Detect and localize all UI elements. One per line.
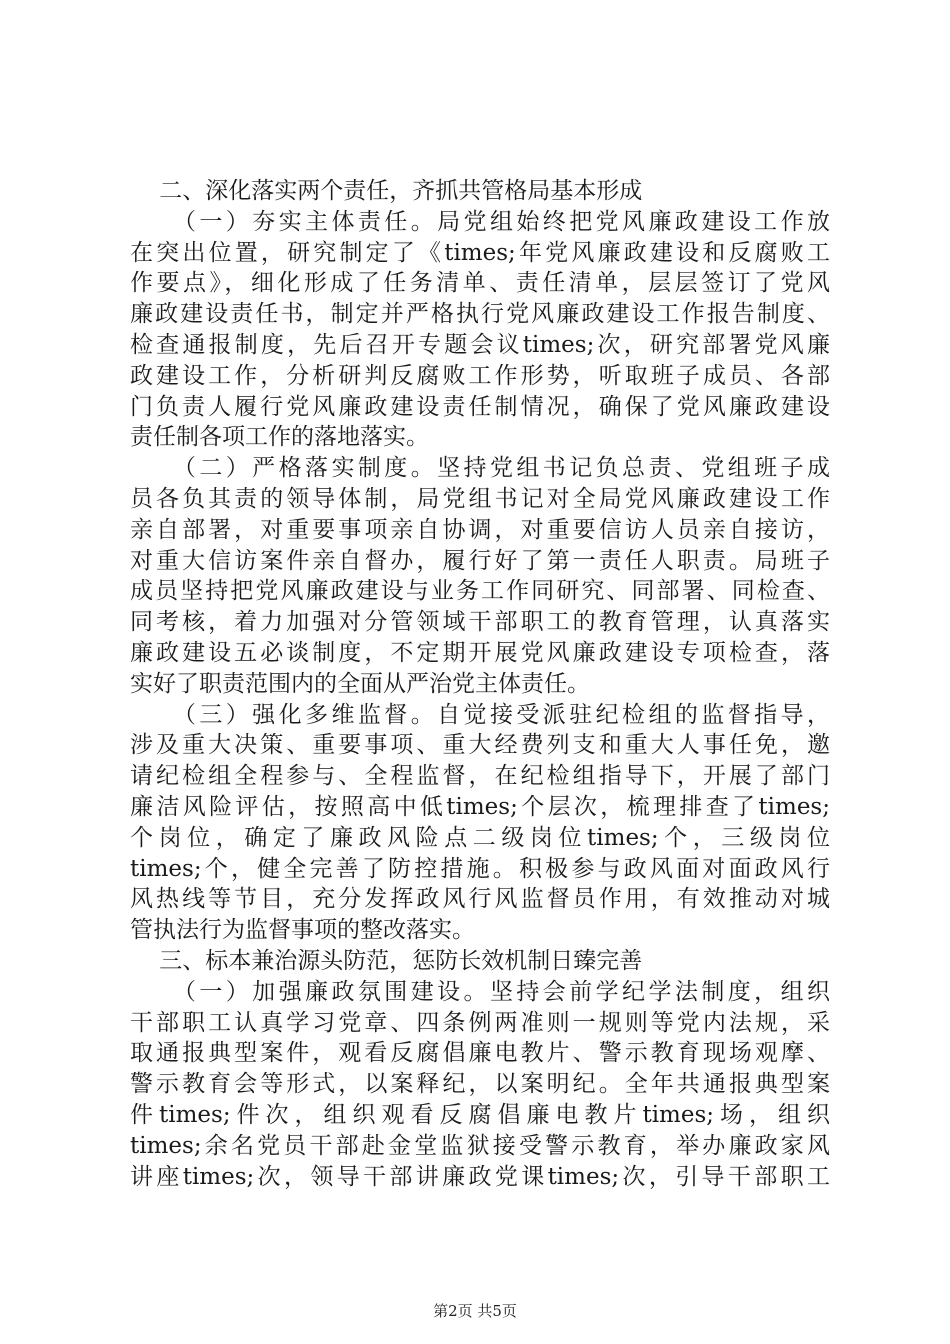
text-line: （一）加强廉政氛围建设。坚持会前学纪学法制度，组织 — [130, 978, 830, 1005]
text-line: 件times;件次，组织观看反腐倡廉电教片times;场，组织 — [130, 1101, 830, 1128]
text-line: 员各负其责的领导体制，局党组书记对全局党风廉政建设工作 — [130, 485, 830, 512]
text-line: （一）夯实主体责任。局党组始终把党风廉政建设工作放 — [130, 208, 830, 235]
text-line: 警示教育会等形式，以案释纪，以案明纪。全年共通报典型案 — [130, 1071, 830, 1098]
text-line: times;个，健全完善了防控措施。积极参与政风面对面政风行 — [130, 855, 830, 882]
text-line: 作要点》，细化形成了任务清单、责任清单，层层签订了党风 — [130, 270, 830, 297]
text-line: 成员坚持把党风廉政建设与业务工作同研究、同部署、同检查、 — [130, 578, 830, 605]
text-line: 个岗位，确定了廉政风险点二级岗位times;个，三级岗位 — [130, 824, 830, 851]
text-line: 对重大信访案件亲自督办，履行好了第一责任人职责。局班子 — [130, 547, 830, 574]
text-line: 廉政建设责任书，制定并严格执行党风廉政建设工作报告制度、 — [130, 301, 830, 328]
text-line: 涉及重大决策、重要事项、重大经费列支和重大人事任免，邀 — [130, 732, 830, 759]
text-line: 门负责人履行党风廉政建设责任制情况，确保了党风廉政建设 — [130, 393, 830, 420]
text-line: 取通报典型案件，观看反腐倡廉电教片、警示教育现场观摩、 — [130, 1040, 830, 1067]
text-line: 风热线等节目，充分发挥政风行风监督员作用，有效推动对城 — [130, 886, 830, 913]
text-line: 干部职工认真学习党章、四条例两准则一规则等党内法规，采 — [130, 1009, 830, 1036]
page-number-footer: 第2页 共5页 — [433, 1302, 517, 1320]
text-line: 请纪检组全程参与、全程监督，在纪检组指导下，开展了部门 — [130, 763, 830, 790]
text-line: 亲自部署，对重要事项亲自协调，对重要信访人员亲自接访， — [130, 516, 830, 543]
text-line: 在突出位置，研究制定了《times;年党风廉政建设和反腐败工 — [130, 239, 830, 266]
text-line: 同考核，着力加强对分管领域干部职工的教育管理，认真落实 — [130, 609, 830, 636]
text-line: times;余名党员干部赴金堂监狱接受警示教育，举办廉政家风 — [130, 1132, 830, 1159]
text-line: （三）强化多维监督。自觉接受派驻纪检组的监督指导， — [130, 701, 830, 728]
text-line: （二）严格落实制度。坚持党组书记负总责、党组班子成 — [130, 455, 830, 482]
text-line: 检查通报制度，先后召开专题会议times;次，研究部署党风廉 — [130, 331, 830, 358]
text-line: 责任制各项工作的落地落实。 — [130, 424, 429, 451]
text-line: 三、标本兼治源头防范，惩防长效机制日臻完善 — [130, 947, 643, 974]
text-line: 二、深化落实两个责任，齐抓共管格局基本形成 — [130, 178, 643, 204]
text-line: 廉洁风险评估，按照高中低times;个层次，梳理排查了times; — [130, 793, 830, 820]
text-line: 政建设工作，分析研判反腐败工作形势，听取班子成员、各部 — [130, 362, 830, 389]
text-line: 廉政建设五必谈制度，不定期开展党风廉政建设专项检查，落 — [130, 639, 830, 666]
text-line: 实好了职责范围内的全面从严治党主体责任。 — [130, 670, 590, 697]
document-body — [130, 176, 830, 1192]
text-line: 讲座times;次，领导干部讲廉政党课times;次，引导干部职工 — [130, 1163, 830, 1190]
text-line: 管执法行为监督事项的整改落实。 — [130, 917, 475, 944]
